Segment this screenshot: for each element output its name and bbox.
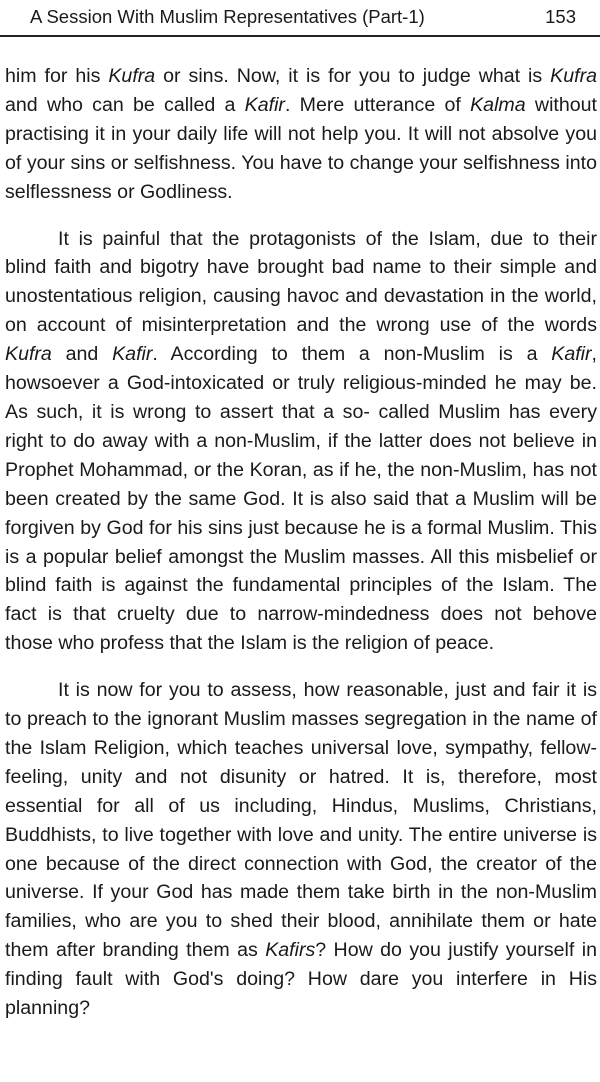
running-title: A Session With Muslim Representatives (Part-1)	[30, 6, 425, 27]
text-run: without practising it in your daily life will not help you. It will not absolve you of your sins or selfishness. You have to change your selfishness into selflessness or Godliness.	[5, 93, 597, 203]
body-text	[5, 62, 597, 1023]
page-number: 153	[545, 6, 576, 27]
paragraph	[5, 676, 597, 1023]
text-run: . According to them a non-Muslim is a	[152, 343, 552, 366]
italic-term: Kalma	[470, 93, 526, 116]
text-run: or sins. Now, it is for you to judge what is	[155, 65, 551, 87]
italic-term: Kufra	[550, 65, 597, 87]
header-rule	[0, 35, 600, 37]
text-run: him for his	[5, 65, 109, 87]
italic-term: Kafir	[551, 343, 592, 366]
text-run: It is now for you to assess, how reasonable, just and fair it is to preach to the ignorant Muslim masses segregation in the name of the Islam Religion, which teaches universal love, sympathy, fellow-feeling, unity and not disunity or hatred. It is, therefore, most essential for all of us including, Hindus, Muslims, Christians, Buddhists, to live together with love and unity. The entire universe is one because of the direct connection with God, the creator of the universe. If your God has made them take birth in the non-Muslim families, who are you to shed their blood, annihilate them or hate them after branding them as	[5, 679, 597, 962]
text-run: and who can be called a	[5, 93, 245, 116]
text-run: , howsoever a God-intoxicated or truly religious-minded he may be. As such, it is wrong to assert that a so- called Muslim has every right to do away with a non-Muslim, if the latter does not believe in Prophet Mohammad, or the Koran, as if he, the non-Muslim, has not been created by the same God. It is also said that a Muslim will be forgiven by God for his sins just because he is a formal Muslim. This is a popular belief amongst the Muslim masses. All this misbelief or blind faith is against the fundamental principles of the Islam. The fact is that cruelty due to narrow-mindedness does not behove those who profess that the Islam is the religion of peace.	[5, 343, 597, 655]
text-run: and	[51, 343, 113, 366]
text-run: ? How do you justify yourself in finding fault with God's doing? How dare you interfere in His planning?	[5, 939, 597, 1020]
paragraph	[5, 225, 597, 659]
italic-term: Kufra	[5, 343, 52, 366]
text-run: . Mere utterance of	[284, 93, 471, 116]
italic-term: Kafir	[244, 93, 285, 116]
italic-term: Kufra	[108, 65, 156, 87]
paragraph	[5, 62, 597, 207]
text-run: It is painful that the protagonists of the Islam, due to their blind faith and bigotry have brought bad name to their simple and unostentatious religion, causing havoc and devastation in the world, on account of misinterpretation and the wrong use of the words	[5, 227, 597, 337]
italic-term: Kafir	[112, 343, 153, 366]
running-header	[30, 6, 576, 32]
italic-term: Kafirs	[265, 939, 316, 962]
